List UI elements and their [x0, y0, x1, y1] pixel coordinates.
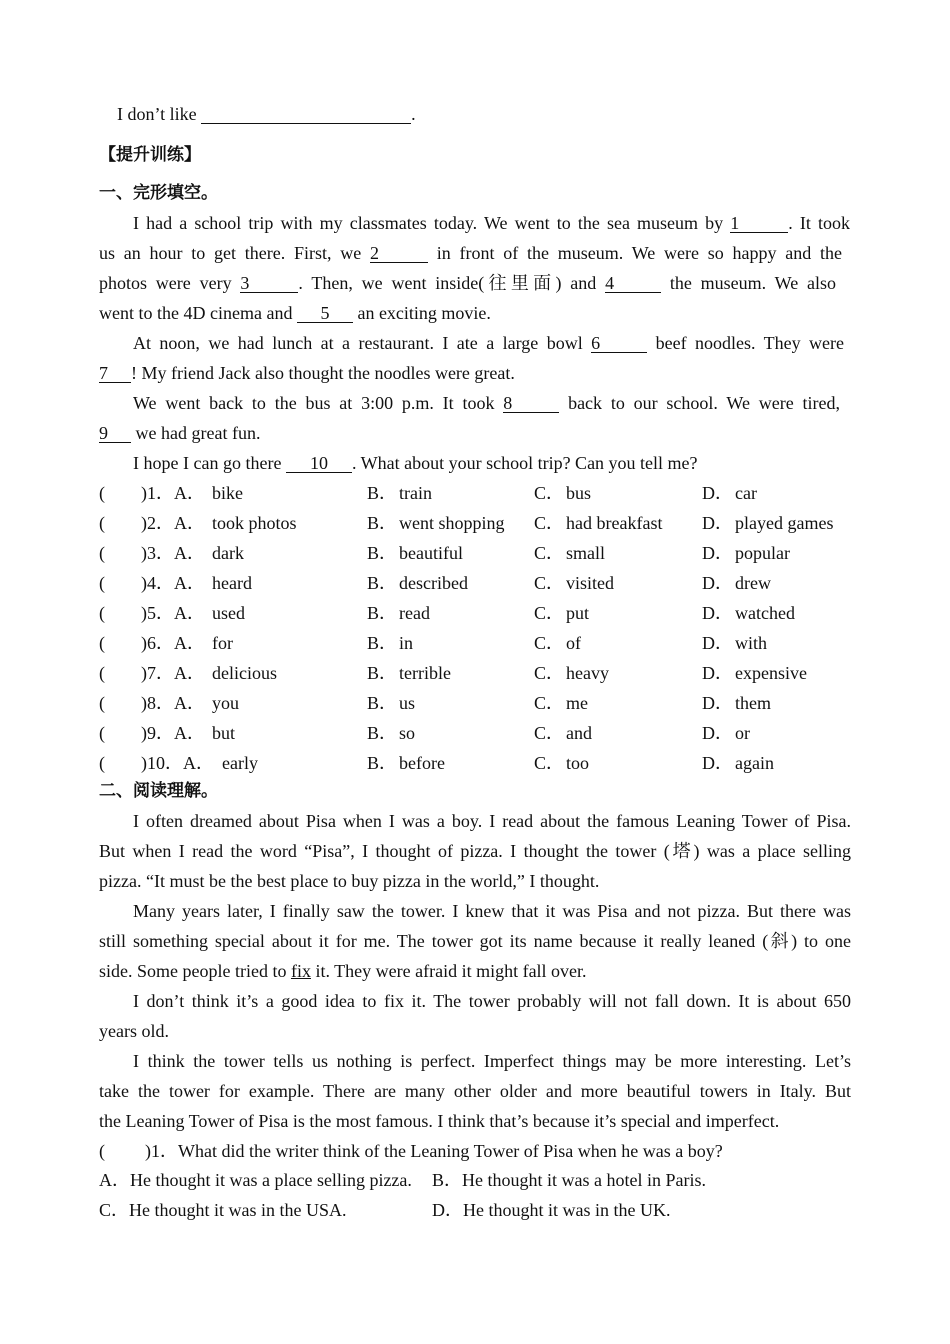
- reading-q1-option-a[interactable]: A．He thought it was a place selling pizza.: [99, 1170, 412, 1190]
- blank-5[interactable]: 5: [297, 304, 353, 323]
- option-b-letter: B．: [367, 693, 398, 713]
- question-number: )9．A．: [141, 723, 205, 743]
- option-c[interactable]: small: [566, 543, 605, 563]
- option-b[interactable]: read: [399, 603, 430, 623]
- blank-1[interactable]: 1: [730, 214, 788, 233]
- option-d-letter: D．: [702, 693, 733, 713]
- option-c[interactable]: put: [566, 603, 590, 623]
- question-number: )3．A．: [141, 543, 205, 563]
- option-b[interactable]: train: [399, 483, 432, 503]
- question-number: )1．A．: [141, 483, 205, 503]
- cloze-line-6: 7 ! My friend Jack also thought the noodles were great.: [99, 363, 515, 383]
- question-number: )4．A．: [141, 573, 205, 593]
- option-b[interactable]: terrible: [399, 663, 451, 683]
- option-a[interactable]: you: [212, 693, 239, 713]
- option-d[interactable]: expensive: [735, 663, 807, 683]
- reading-line-11: the Leaning Tower of Pisa is the most famous. I think that’s because it’s special and imperfect.: [99, 1111, 780, 1131]
- option-d[interactable]: with: [735, 633, 768, 653]
- option-d-letter: D．: [702, 573, 733, 593]
- option-a[interactable]: early: [222, 753, 258, 773]
- option-b[interactable]: went shopping: [399, 513, 505, 533]
- option-c[interactable]: too: [566, 753, 590, 773]
- question-number: )7．A．: [141, 663, 205, 683]
- option-b-letter: B．: [367, 483, 398, 503]
- option-c-letter: C．: [534, 543, 565, 563]
- answer-paren[interactable]: (: [99, 603, 105, 623]
- question-number: )5．A．: [141, 603, 205, 623]
- option-a[interactable]: delicious: [212, 663, 277, 683]
- blank-6[interactable]: 6: [591, 334, 647, 353]
- option-b-letter: B．: [367, 723, 398, 743]
- reading-line-2: But when I read the word “Pisa”, I thought of pizza. I thought the tower (塔) was a place selling: [99, 841, 851, 861]
- answer-paren[interactable]: (: [99, 633, 105, 653]
- underlined-word-fix: fix: [290, 961, 311, 981]
- reading-question-1: ( )1．What did the writer think of the Leaning Tower of Pisa when he was a boy?: [99, 1141, 723, 1161]
- blank-10[interactable]: 10: [286, 454, 352, 473]
- part2-heading: 二、阅读理解。: [99, 781, 218, 801]
- answer-paren[interactable]: (: [99, 663, 105, 683]
- option-b-letter: B．: [367, 603, 398, 623]
- option-c-letter: C．: [534, 633, 565, 653]
- option-d-letter: D．: [702, 663, 733, 683]
- reading-line-9: I think the tower tells us nothing is perfect. Imperfect things may be more interesting. Let’s: [133, 1051, 851, 1071]
- answer-paren[interactable]: (: [99, 693, 105, 713]
- option-c[interactable]: me: [566, 693, 588, 713]
- option-a[interactable]: took photos: [212, 513, 297, 533]
- option-a[interactable]: dark: [212, 543, 244, 563]
- option-d-letter: D．: [702, 603, 733, 623]
- option-c[interactable]: bus: [566, 483, 592, 503]
- reading-line-10: take the tower for example. There are many other older and more beautiful towers in Italy. But: [99, 1081, 851, 1101]
- cloze-line-4: went to the 4D cinema and 5 an exciting movie.: [99, 303, 491, 323]
- option-d[interactable]: played games: [735, 513, 834, 533]
- option-d[interactable]: or: [735, 723, 750, 743]
- top-answer-line: I don’t like .: [117, 104, 416, 124]
- blank-2[interactable]: 2: [370, 244, 428, 263]
- option-d-letter: D．: [702, 633, 733, 653]
- option-c-letter: C．: [534, 753, 565, 773]
- option-d-letter: D．: [702, 513, 733, 533]
- answer-paren[interactable]: (: [99, 723, 105, 743]
- option-d-letter: D．: [702, 483, 733, 503]
- option-b-letter: B．: [367, 753, 398, 773]
- option-c-letter: C．: [534, 573, 565, 593]
- reading-q1-option-d[interactable]: D．He thought it was in the UK.: [432, 1200, 671, 1220]
- option-a[interactable]: for: [212, 633, 233, 653]
- cloze-line-2: us an hour to get there. First, we 2 in front of the museum. We were so happy and the: [99, 243, 842, 263]
- option-a[interactable]: used: [212, 603, 245, 623]
- option-b[interactable]: us: [399, 693, 416, 713]
- reading-q1-option-b[interactable]: B．He thought it was a hotel in Paris.: [432, 1170, 706, 1190]
- option-b[interactable]: beautiful: [399, 543, 463, 563]
- option-c-letter: C．: [534, 483, 565, 503]
- question-number: )10．A．: [141, 753, 214, 773]
- option-d[interactable]: watched: [735, 603, 795, 623]
- cloze-line-3: photos were very 3 . Then, we went inside(往里面) and 4 the museum. We also: [99, 273, 836, 293]
- option-b[interactable]: so: [399, 723, 416, 743]
- reading-line-4: Many years later, I finally saw the tower. I knew that it was Pisa and not pizza. But there was: [133, 901, 851, 921]
- blank-3[interactable]: 3: [240, 274, 298, 293]
- answer-paren[interactable]: (: [99, 483, 105, 503]
- option-d-letter: D．: [702, 753, 733, 773]
- option-c[interactable]: visited: [566, 573, 614, 593]
- option-c-letter: C．: [534, 693, 565, 713]
- reading-line-7: I don’t think it’s a good idea to fix it. The tower probably will not fall down. It is about 650: [133, 991, 851, 1011]
- answer-paren[interactable]: (: [99, 543, 105, 563]
- option-d[interactable]: drew: [735, 573, 771, 593]
- option-b-letter: B．: [367, 543, 398, 563]
- question-number: )2．A．: [141, 513, 205, 533]
- option-b[interactable]: before: [399, 753, 445, 773]
- option-c[interactable]: of: [566, 633, 581, 653]
- option-d[interactable]: car: [735, 483, 757, 503]
- option-b-letter: B．: [367, 513, 398, 533]
- answer-paren[interactable]: (: [99, 573, 105, 593]
- option-d[interactable]: them: [735, 693, 771, 713]
- option-c-letter: C．: [534, 603, 565, 623]
- blank-7[interactable]: 7: [99, 364, 131, 383]
- part1-heading: 一、完形填空。: [99, 183, 218, 203]
- answer-paren[interactable]: (: [99, 513, 105, 533]
- question-number: )6．A．: [141, 633, 205, 653]
- option-d[interactable]: again: [735, 753, 774, 773]
- reading-line-5: still something special about it for me. The tower got its name because it really leaned (斜) to one: [99, 931, 851, 951]
- option-b-letter: B．: [367, 663, 398, 683]
- option-d-letter: D．: [702, 723, 733, 743]
- reading-line-6: side. Some people tried to fix it. They were afraid it might fall over.: [99, 961, 587, 981]
- option-a[interactable]: but: [212, 723, 236, 743]
- blank-9[interactable]: 9: [99, 424, 131, 443]
- section-title: 【提升训练】: [99, 145, 201, 165]
- answer-space[interactable]: [105, 1142, 145, 1160]
- option-c-letter: C．: [534, 723, 565, 743]
- blank-8[interactable]: 8: [503, 394, 559, 413]
- cloze-line-1: I had a school trip with my classmates today. We went to the sea museum by 1 . It took: [133, 213, 851, 233]
- answer-blank[interactable]: [201, 105, 411, 124]
- option-a[interactable]: bike: [212, 483, 243, 503]
- cloze-line-8: 9 we had great fun.: [99, 423, 261, 443]
- reading-line-8: years old.: [99, 1021, 169, 1041]
- reading-line-1: I often dreamed about Pisa when I was a boy. I read about the famous Leaning Tower of Pisa.: [133, 811, 851, 831]
- option-c-letter: C．: [534, 663, 565, 683]
- top-lead-text: I don’t like: [117, 104, 197, 124]
- cloze-line-7: We went back to the bus at 3:00 p.m. It took 8 back to our school. We were tired,: [133, 393, 840, 413]
- cloze-line-5: At noon, we had lunch at a restaurant. I ate a large bowl 6 beef noodles. They were: [133, 333, 844, 353]
- reading-q1-option-c[interactable]: C．He thought it was in the USA.: [99, 1200, 347, 1220]
- blank-4[interactable]: 4: [605, 274, 661, 293]
- option-d-letter: D．: [702, 543, 733, 563]
- option-b-letter: B．: [367, 573, 398, 593]
- option-c[interactable]: heavy: [566, 663, 609, 683]
- cloze-line-9: I hope I can go there 10 . What about your school trip? Can you tell me?: [133, 453, 698, 473]
- option-c[interactable]: and: [566, 723, 592, 743]
- option-c[interactable]: had breakfast: [566, 513, 663, 533]
- question-number: )8．A．: [141, 693, 205, 713]
- option-b-letter: B．: [367, 633, 398, 653]
- option-d[interactable]: popular: [735, 543, 790, 563]
- option-a[interactable]: heard: [212, 573, 252, 593]
- reading-line-3: pizza. “It must be the best place to buy pizza in the world,” I thought.: [99, 871, 600, 891]
- option-c-letter: C．: [534, 513, 565, 533]
- answer-paren[interactable]: (: [99, 753, 105, 773]
- option-b[interactable]: described: [399, 573, 468, 593]
- option-b[interactable]: in: [399, 633, 414, 653]
